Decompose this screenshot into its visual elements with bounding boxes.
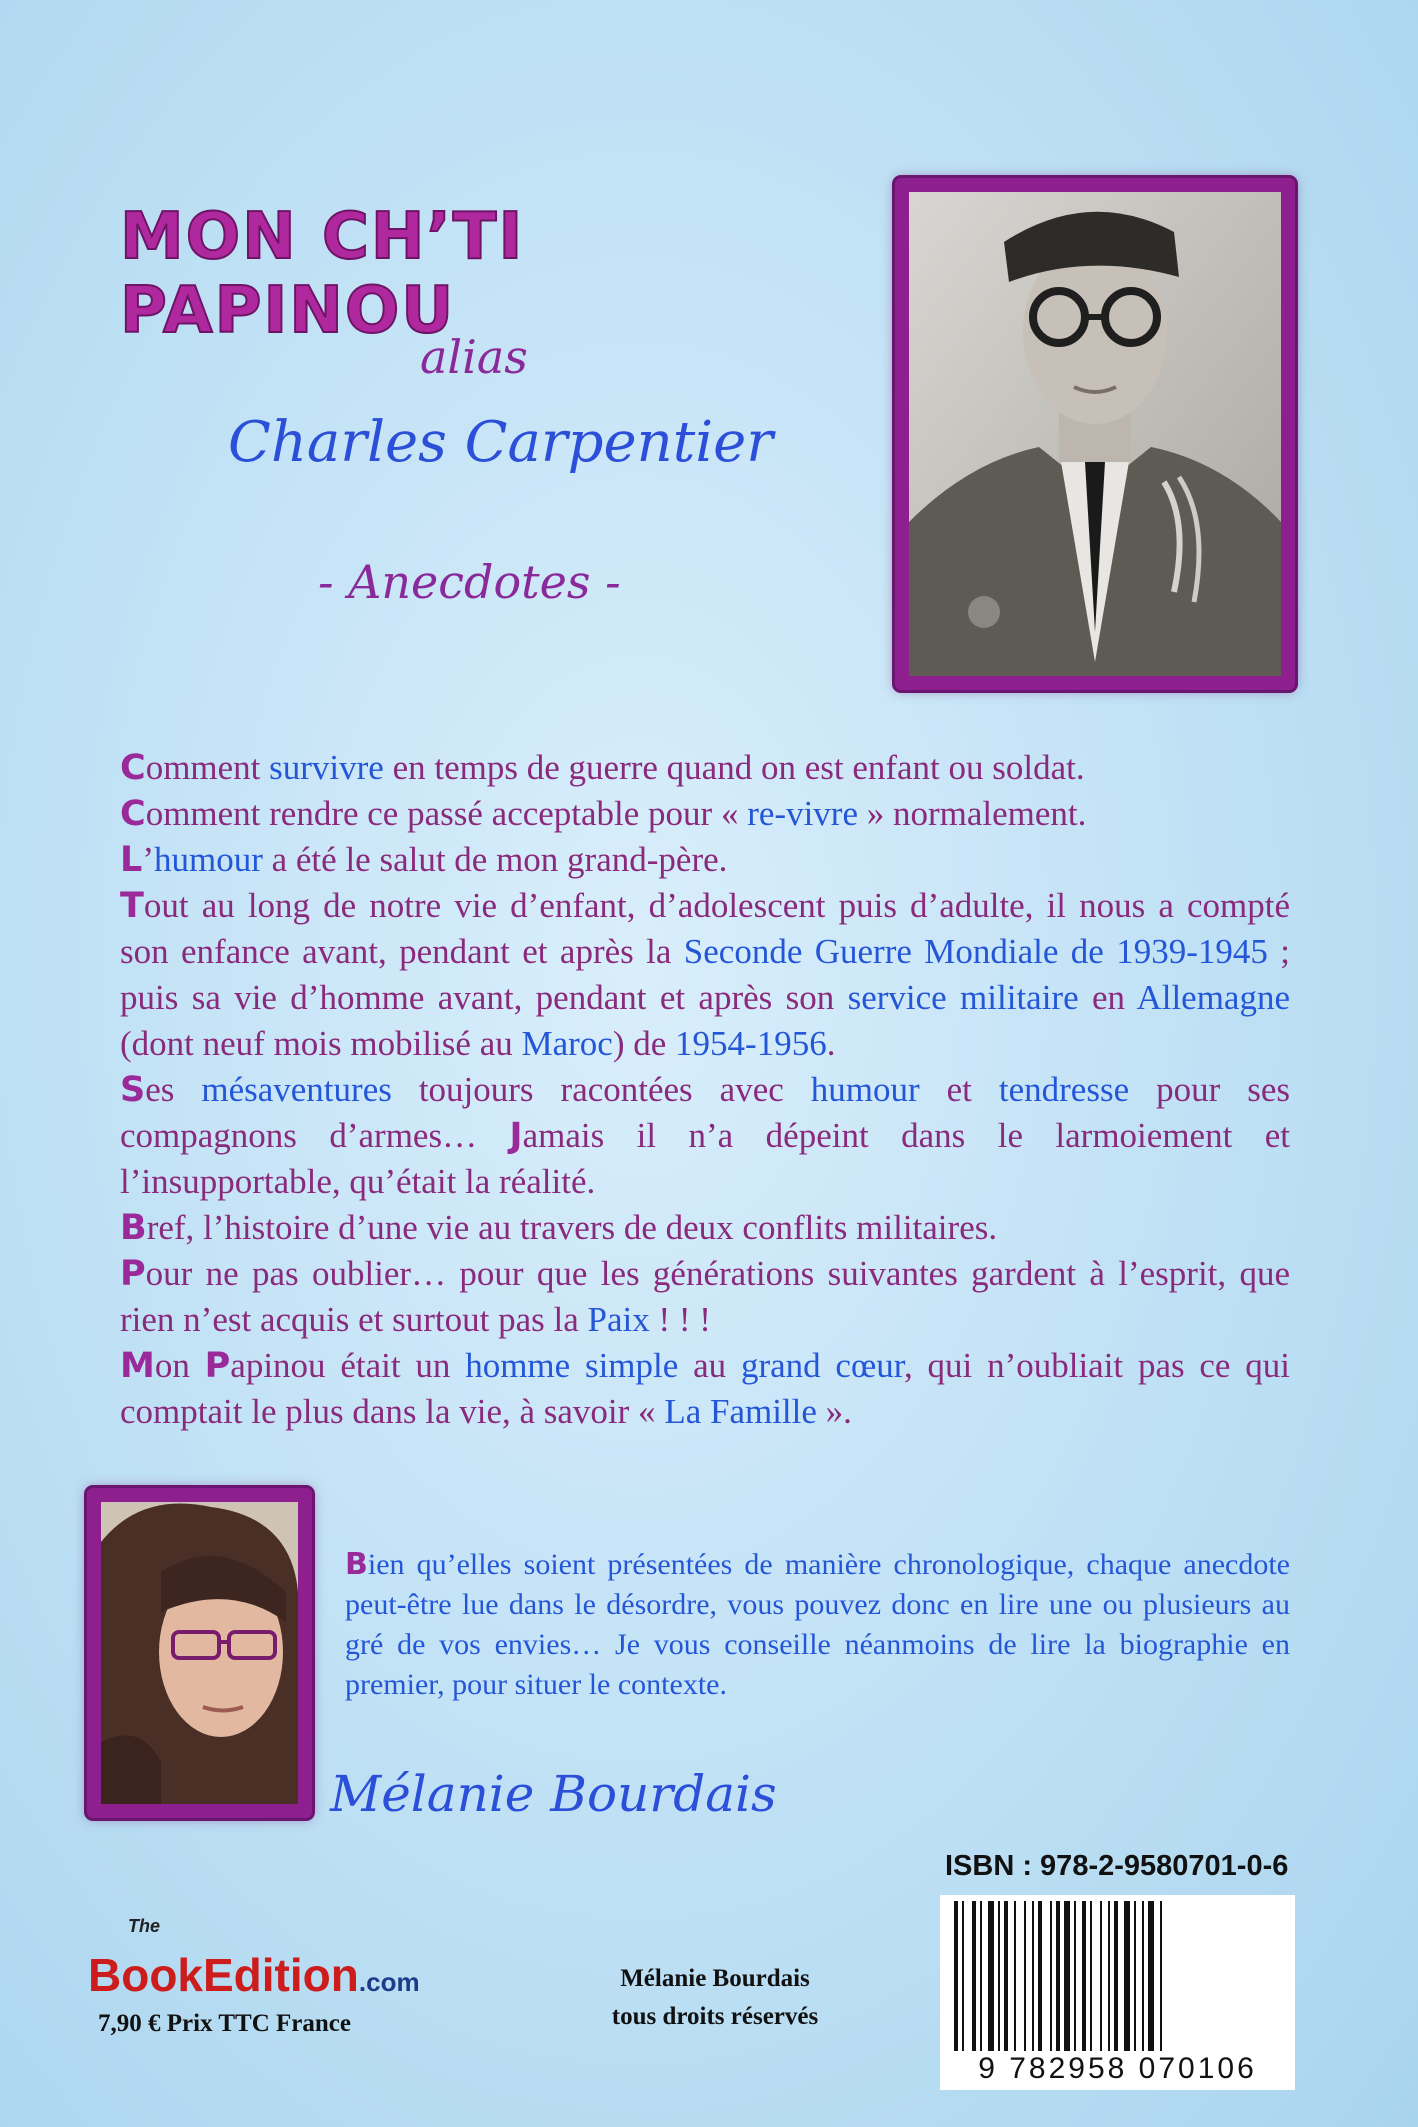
body-paragraph bbox=[120, 1343, 1290, 1435]
barcode-bar bbox=[1074, 1901, 1076, 2051]
barcode-bar bbox=[1082, 1901, 1086, 2051]
body-text-segment: out au long de notre vie d’enfant, d’adolescent puis d’adulte, il nous a compté son enfance avant, pendant et après la bbox=[120, 886, 1290, 971]
drop-cap: B bbox=[120, 1208, 147, 1248]
body-paragraph bbox=[120, 745, 1290, 791]
rights-author: Mélanie Bourdais bbox=[620, 1965, 810, 1992]
body-text-segment: es bbox=[145, 1070, 202, 1109]
soldier-photo bbox=[909, 192, 1281, 676]
price-label: 7,90 € Prix TTC France bbox=[98, 2010, 351, 2037]
soldier-photo-frame bbox=[895, 178, 1295, 690]
body-text-segment: on bbox=[154, 1346, 205, 1385]
barcode-bars bbox=[940, 1895, 1295, 2055]
drop-cap: S bbox=[120, 1070, 146, 1110]
body-text-segment: , qui n’oubliait pas ce qui comptait le plus dans la vie, à savoir « bbox=[120, 1346, 1290, 1431]
highlighted-term: homme simple bbox=[465, 1346, 679, 1385]
barcode-bar bbox=[1134, 1901, 1136, 2051]
barcode-bar bbox=[962, 1901, 964, 2051]
author-photo bbox=[101, 1502, 298, 1804]
drop-cap: C bbox=[120, 794, 146, 834]
barcode-bar bbox=[1124, 1901, 1130, 2051]
drop-cap: L bbox=[120, 840, 143, 880]
highlighted-term: humour bbox=[153, 840, 263, 879]
body-text-segment: omment bbox=[145, 748, 270, 787]
body-text-segment: ref, l’histoire d’une vie au travers de deux conflits militaires. bbox=[146, 1208, 998, 1247]
body-paragraph bbox=[120, 1067, 1290, 1205]
barcode-digits: 9 782958 070106 bbox=[978, 2052, 1257, 2085]
highlighted-term: humour bbox=[810, 1070, 920, 1109]
body-paragraphs bbox=[120, 745, 1290, 1435]
book-subtitle: - Anecdotes - bbox=[318, 555, 621, 609]
body-text-segment: en bbox=[1078, 978, 1137, 1017]
drop-cap: J bbox=[509, 1116, 523, 1156]
body-text-segment: ». bbox=[816, 1392, 852, 1431]
rights-text: tous droits réservés bbox=[611, 2003, 819, 2030]
barcode-bar bbox=[1064, 1901, 1070, 2051]
body-text-segment: ! ! ! bbox=[649, 1300, 711, 1339]
body-text-segment: pour ses compagnons d’armes… bbox=[120, 1070, 1291, 1155]
body-text-segment: » normalement. bbox=[857, 794, 1087, 833]
barcode-bar bbox=[1038, 1901, 1042, 2051]
body-text-segment: toujours racontées avec bbox=[391, 1070, 811, 1109]
back-cover-text bbox=[120, 745, 1290, 1435]
drop-cap: P bbox=[204, 1346, 231, 1386]
highlighted-term: Paix bbox=[587, 1300, 650, 1339]
barcode-bar bbox=[998, 1901, 1000, 2051]
author-photo-frame bbox=[87, 1488, 312, 1818]
body-text-segment: amais il n’a dépeint dans le larmoiement et l’insupportable, qu’était la réalité. bbox=[120, 1116, 1290, 1201]
body-paragraph bbox=[120, 791, 1290, 837]
body-text-segment: apinou était un bbox=[230, 1346, 466, 1385]
drop-cap: P bbox=[120, 1254, 146, 1294]
body-text-segment: . bbox=[826, 1024, 836, 1063]
body-paragraph bbox=[120, 1205, 1290, 1251]
barcode-bar bbox=[980, 1901, 982, 2051]
highlighted-term: survivre bbox=[269, 748, 384, 787]
body-text-segment: a été le salut de mon grand-père. bbox=[262, 840, 728, 879]
barcode-bar bbox=[1142, 1901, 1144, 2051]
drop-cap: B bbox=[345, 1547, 368, 1582]
highlighted-term: Seconde Guerre Mondiale de 1939-1945 bbox=[683, 932, 1268, 971]
barcode bbox=[940, 1895, 1295, 2090]
body-text-segment: our ne pas oublier… pour que les générations suivantes gardent à l’esprit, que rien n’est acquis et surtout pas la bbox=[120, 1254, 1290, 1339]
barcode-bar bbox=[1056, 1901, 1060, 2051]
barcode-bar bbox=[954, 1901, 958, 2051]
barcode-bar bbox=[972, 1901, 976, 2051]
body-paragraph bbox=[120, 837, 1290, 883]
isbn-label: ISBN : 978-2-9580701-0-6 bbox=[945, 1850, 1289, 1882]
body-text-segment: ; puis sa vie d’homme avant, pendant et après son bbox=[120, 932, 1290, 1017]
body-text-segment: (dont neuf mois mobilisé au bbox=[120, 1024, 522, 1063]
body-paragraph bbox=[120, 1251, 1290, 1343]
subject-name: Charles Carpentier bbox=[228, 410, 774, 475]
barcode-bar bbox=[1108, 1901, 1110, 2051]
drop-cap: T bbox=[120, 886, 144, 926]
body-text-segment: au bbox=[678, 1346, 741, 1385]
barcode-bar bbox=[1160, 1901, 1162, 2051]
body-text-segment: ’ bbox=[142, 840, 154, 879]
body-text-segment: ) de bbox=[612, 1024, 676, 1063]
barcode-bar bbox=[1090, 1901, 1092, 2051]
rights-notice bbox=[555, 1960, 875, 2036]
highlighted-term: re-vivre bbox=[747, 794, 858, 833]
author-note bbox=[345, 1545, 1290, 1705]
body-text-segment: et bbox=[919, 1070, 999, 1109]
barcode-bar bbox=[1032, 1901, 1034, 2051]
publisher-logo-name: BookEdition.com bbox=[88, 1949, 420, 2001]
highlighted-term: tendresse bbox=[998, 1070, 1130, 1109]
drop-cap: M bbox=[120, 1346, 155, 1386]
barcode-bar bbox=[1050, 1901, 1052, 2051]
drop-cap: C bbox=[120, 748, 146, 788]
barcode-bar bbox=[1148, 1901, 1154, 2051]
body-text-segment: omment rendre ce passé acceptable pour « bbox=[145, 794, 748, 833]
highlighted-term: Maroc bbox=[521, 1024, 613, 1063]
barcode-bar bbox=[1024, 1901, 1026, 2051]
highlighted-term: mésaventures bbox=[201, 1070, 392, 1109]
publisher-logo-the: The bbox=[128, 1916, 161, 1936]
book-title: MON CH’TI PAPINOU bbox=[120, 200, 525, 348]
barcode-bar bbox=[1004, 1901, 1008, 2051]
barcode-bar bbox=[1100, 1901, 1102, 2051]
author-note-text: ien qu’elles soient présentées de manière chronologique, chaque anecdote peut-être lue dans le désordre, vous pouvez donc en lire une ou plusieurs au gré de vos envies… Je vous conseille néanmoins de lire la biographie en premier, pour situer le contexte. bbox=[345, 1548, 1290, 1701]
barcode-bar bbox=[1114, 1901, 1118, 2051]
body-text-segment: en temps de guerre quand on est enfant ou soldat. bbox=[383, 748, 1085, 787]
body-paragraph bbox=[120, 883, 1290, 1067]
barcode-bar bbox=[1014, 1901, 1016, 2051]
highlighted-term: service militaire bbox=[847, 978, 1079, 1017]
highlighted-term: 1954-1956 bbox=[675, 1024, 827, 1063]
highlighted-term: Allemagne bbox=[1136, 978, 1290, 1017]
alias-label: alias bbox=[420, 330, 528, 384]
author-signature: Mélanie Bourdais bbox=[330, 1765, 777, 1823]
highlighted-term: La Famille bbox=[664, 1392, 817, 1431]
highlighted-term: grand cœur bbox=[740, 1346, 904, 1385]
barcode-bar bbox=[988, 1901, 994, 2051]
